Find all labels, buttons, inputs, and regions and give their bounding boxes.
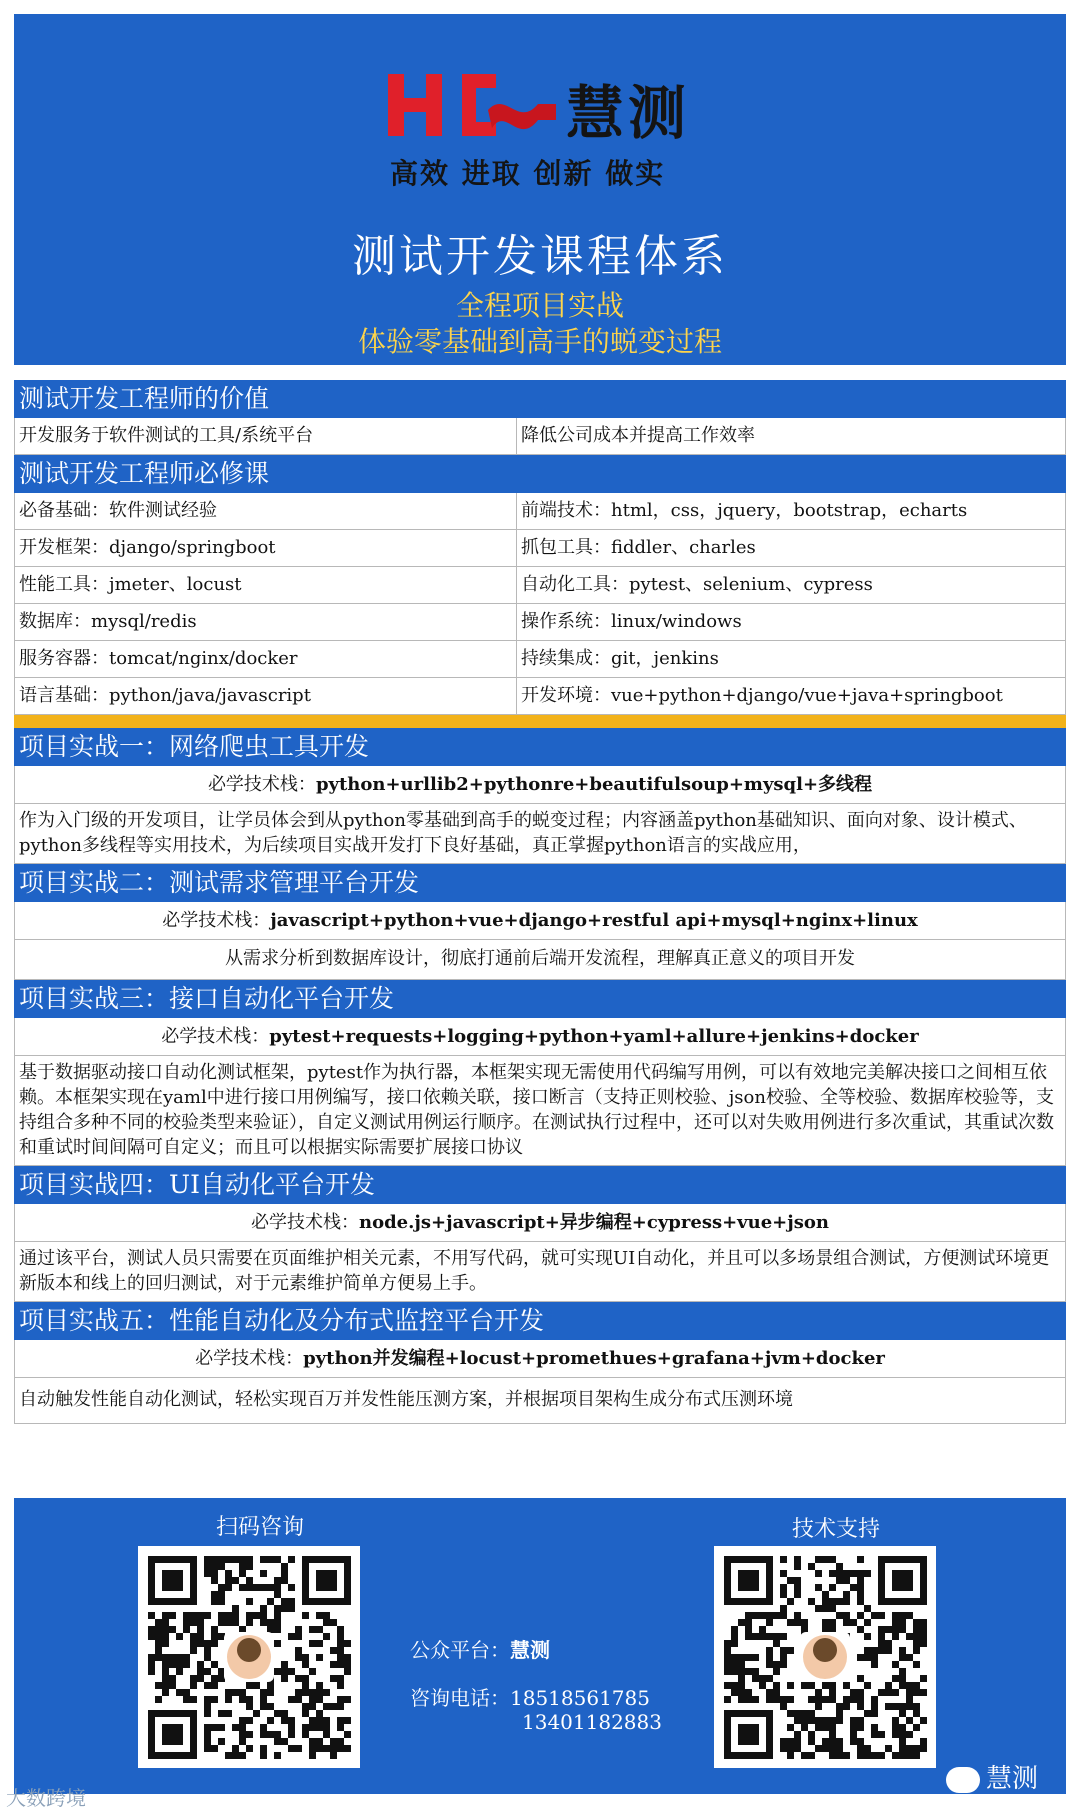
table-cell: 操作系统：linux/windows (521, 611, 742, 632)
wechat-name: 慧测 (986, 1764, 1039, 1794)
qr-code-support[interactable] (714, 1546, 936, 1768)
table-cell: 前端技术：html，css，jquery，bootstrap，echarts (521, 500, 968, 521)
project-1-desc: 作为入门级的开发项目，让学员体会到从python零基础到高手的蜕变过程；内容涵盖python基础知识、面向对象、设计模式、python多线程等实用技术，为后续项目实战开发打下良好基础，真正掌握python语言的实战应用， (14, 804, 1066, 864)
table-row (14, 604, 1066, 641)
table-cell: 数据库：mysql/redis (15, 604, 517, 640)
stack-value: pytest+requests+logging+python+yaml+allure+jenkins+docker (269, 1026, 919, 1047)
table-cell: 开发环境：vue+python+django/vue+java+springboot (521, 685, 1003, 706)
watermark-text: 大数跨境 (6, 1786, 86, 1810)
page-title: 测试开发课程体系 (352, 231, 728, 282)
project-2-stack (14, 902, 1066, 940)
separator-bar (14, 715, 1066, 728)
stack-label: 必学技术栈： (162, 910, 271, 931)
table-row (14, 641, 1066, 678)
stack-value: python并发编程+locust+promethues+grafana+jvm+docker (303, 1348, 885, 1369)
section-header-value: 测试开发工程师的价值 (14, 380, 1066, 418)
public-value: 慧测 (510, 1638, 550, 1662)
brand-logo (388, 60, 708, 190)
project-4-stack (14, 1204, 1066, 1242)
hc-logo-mark (388, 70, 558, 142)
qr-code-icon (714, 1546, 936, 1768)
wechat-account (946, 1758, 1038, 1795)
brand-name: 慧测 (566, 79, 691, 147)
qr-code-consult[interactable] (138, 1546, 360, 1768)
phone-line-2 (522, 1710, 662, 1734)
value-item: 降低公司成本并提高工作效率 (521, 425, 755, 446)
public-label: 公众平台： (410, 1638, 510, 1662)
footer-banner (14, 1498, 1066, 1794)
subtitle-2: 体验零基础到高手的蜕变过程 (357, 325, 722, 358)
table-row (14, 567, 1066, 604)
stack-label: 必学技术栈： (195, 1348, 304, 1369)
table-row (14, 678, 1066, 715)
course-table (14, 380, 1066, 1424)
project-2-header: 项目实战二：测试需求管理平台开发 (14, 864, 1066, 902)
project-1-stack (14, 766, 1066, 804)
project-5-header: 项目实战五：性能自动化及分布式监控平台开发 (14, 1302, 1066, 1340)
qr-left-title: 扫码咨询 (215, 1515, 304, 1540)
stack-label: 必学技术栈： (161, 1026, 270, 1047)
table-cell: 性能工具：jmeter、locust (15, 567, 517, 603)
table-cell: 抓包工具：fiddler、charles (521, 537, 756, 558)
table-cell: 语言基础：python/java/javascript (15, 678, 517, 714)
project-4-desc: 通过该平台，测试人员只需要在页面维护相关元素，不用写代码，就可实现UI自动化，并且可以多场景组合测试，方便测试环境更新版本和线上的回归测试，对于元素维护简单方便易上手。 (14, 1242, 1066, 1302)
table-cell: 必备基础：软件测试经验 (15, 493, 517, 529)
project-3-stack (14, 1018, 1066, 1056)
stack-value: python+urllib2+pythonre+beautifulsoup+mysql+多线程 (315, 774, 873, 795)
project-5-desc: 自动触发性能自动化测试，轻松实现百万并发性能压测方案，并根据项目架构生成分布式压测环境 (14, 1378, 1066, 1424)
subtitle-1: 全程项目实战 (455, 289, 624, 322)
phone-line-1 (410, 1682, 650, 1711)
brand-slogan: 高效 进取 创新 做实 (390, 157, 666, 190)
qr-right-title: 技术支持 (791, 1517, 880, 1542)
project-5-stack (14, 1340, 1066, 1378)
table-cell: 开发框架：django/springboot (15, 530, 517, 566)
phone-number[interactable]: 18518561785 (510, 1686, 650, 1710)
phone-label: 咨询电话： (410, 1686, 510, 1710)
project-1-header: 项目实战一：网络爬虫工具开发 (14, 728, 1066, 766)
stack-label: 必学技术栈： (250, 1212, 359, 1233)
phone-number[interactable]: 13401182883 (522, 1710, 662, 1734)
qr-code-icon (138, 1546, 360, 1768)
table-row (14, 418, 1066, 455)
stack-label: 必学技术栈： (207, 774, 316, 795)
wechat-icon (946, 1767, 980, 1793)
section-header-required: 测试开发工程师必修课 (14, 455, 1066, 493)
poster (14, 14, 1066, 1794)
table-cell: 自动化工具：pytest、selenium、cypress (521, 574, 873, 595)
table-row (14, 530, 1066, 567)
value-item: 开发服务于软件测试的工具/系统平台 (15, 418, 517, 454)
table-cell: 服务容器：tomcat/nginx/docker (15, 641, 517, 677)
table-row (14, 493, 1066, 530)
stack-value: node.js+javascript+异步编程+cypress+vue+json (358, 1212, 829, 1233)
project-3-desc: 基于数据驱动接口自动化测试框架，pytest作为执行器，本框架实现无需使用代码编写用例，可以有效地完美解决接口之间相互依赖。本框架实现在yaml中进行接口用例编写，接口依赖关联，接口断言（支持正则校验、json校验、全等校验、数据库校验等，支持组合多种不同的校验类型来验证），自定义测试用例运行顺序。在测试执行过程中，还可以对失败用例进行多次重试，其重试次数和重试时间间隔可自定义；而且可以根据实际需要扩展接口协议 (14, 1056, 1066, 1166)
table-cell: 持续集成：git，jenkins (521, 648, 719, 669)
project-2-desc: 从需求分析到数据库设计，彻底打通前后端开发流程，理解真正意义的项目开发 (14, 940, 1066, 980)
project-4-header: 项目实战四：UI自动化平台开发 (14, 1166, 1066, 1204)
header-banner (14, 14, 1066, 365)
public-platform (410, 1634, 550, 1663)
stack-value: javascript+python+vue+django+restful api+mysql+nginx+linux (270, 910, 918, 931)
project-3-header: 项目实战三：接口自动化平台开发 (14, 980, 1066, 1018)
